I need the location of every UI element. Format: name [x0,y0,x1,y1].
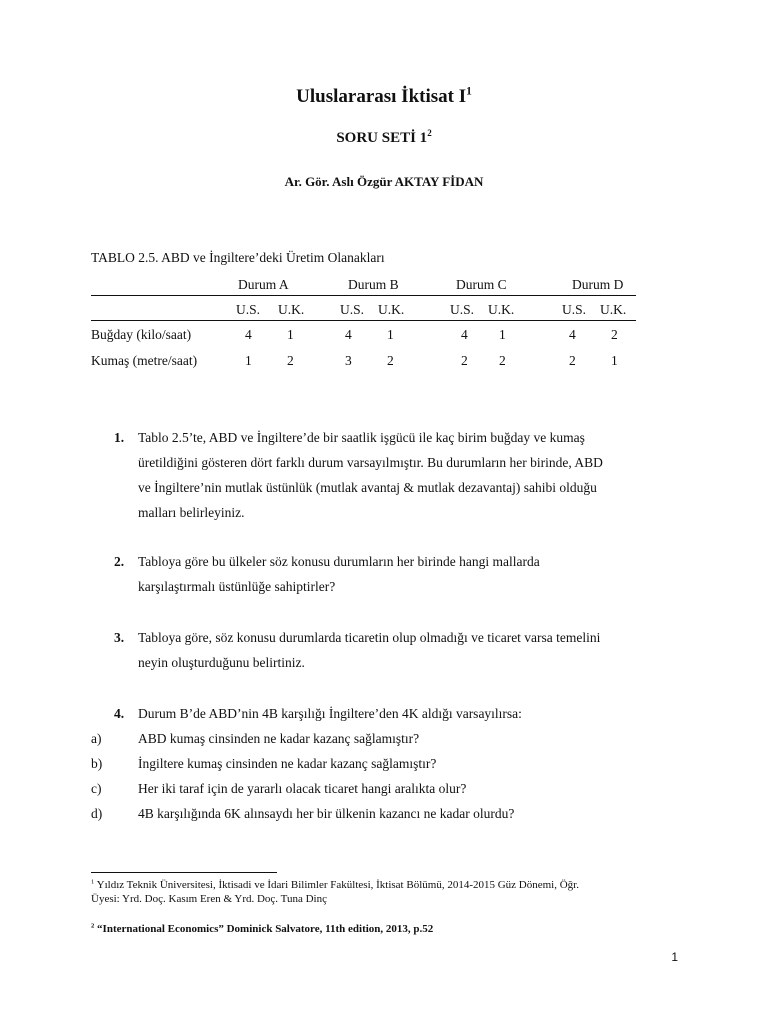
table-row-label: Buğday (kilo/saat) [91,327,192,342]
table-subheader: U.K. [378,302,405,317]
subquestion-text: 4B karşılığında 6K alınsaydı her bir ülkenin kazancı ne kadar olurdu? [138,806,515,821]
question-number: 3. [114,630,125,645]
table-cell: 1 [245,353,252,368]
table-subheader: U.S. [236,302,261,317]
table-cell: 4 [345,327,352,342]
table-cell: 4 [461,327,468,342]
question-line: Durum B’de ABD’nin 4B karşılığı İngiltere’den 4K aldığı varsayılırsa: [138,706,522,721]
table-subheader: U.S. [450,302,475,317]
question-line: Tabloya göre bu ülkeler söz konusu durumların her birinde hangi mallarda [138,554,540,569]
table-subheader: U.K. [488,302,515,317]
question-number: 1. [114,430,125,445]
table-cell: 1 [611,353,618,368]
footnote-ref-2: 2 [427,128,432,138]
table-mid-rule [91,320,636,321]
question-text [138,425,678,525]
table-cell: 1 [499,327,506,342]
table-cell: 2 [499,353,506,368]
subquestion-text: İngiltere kumaş cinsinden ne kadar kazanç sağlamıştır? [138,756,437,771]
subquestion-letter: a) [91,731,102,746]
table-cell: 2 [287,353,294,368]
footnote-separator [91,872,277,873]
table-row-label: Kumaş (metre/saat) [91,353,198,368]
footnote-2: $^2$ “International Economics” Dominick Salvatore, 11th edition, 2013, p.52 [91,922,434,935]
subquestion-letter: b) [91,756,103,771]
footnote-1-mark: 1 [91,878,95,886]
question-line: neyin oluşturduğunu belirtiniz. [138,655,305,670]
table-cell: 2 [569,353,576,368]
question-line: karşılaştırmalı üstünlüğe sahiptirler? [138,579,336,594]
document-subtitle: SORU SETİ $1^2$ [336,128,432,146]
table-subheader: U.K. [278,302,305,317]
question-line: Tablo 2.5’te, ABD ve İngiltere’de bir saatlik işgücü ile kaç birim buğday ve kumaş [138,430,585,445]
page-number: 1 [671,950,678,964]
question-line: malları belirleyiniz. [138,505,245,520]
question-line: ve İngiltere’nin mutlak üstünlük (mutlak avantaj & mutlak dezavantaj) sahibi olduğu [138,480,597,495]
table-top-rule [91,295,636,296]
footnote-2-mark: 2 [91,922,95,930]
table-cell: 1 [287,327,294,342]
question-text [138,625,678,675]
table-group-header: Durum D [572,277,624,292]
table-cell: 2 [387,353,394,368]
footnote-1-line: Üyesi: Yrd. Doç. Kasım Eren & Yrd. Doç. Tuna Dinç [91,893,327,905]
subquestion-letter: d) [91,806,103,821]
question-number: 4. [114,706,125,721]
question-line: Tabloya göre, söz konusu durumlarda ticaretin olup olmadığı ve ticaret varsa temelini [138,630,601,645]
table-group-header: Durum B [348,277,399,292]
table-cell: 4 [245,327,252,342]
table-subheader: U.K. [600,302,627,317]
subquestion-letter: c) [91,781,102,796]
table-subheader: U.S. [562,302,587,317]
subquestion-text: Her iki taraf için de yararlı olacak ticaret hangi aralıkta olur? [138,781,467,796]
table-subheader: U.S. [340,302,365,317]
table-group-header: Durum C [456,277,507,292]
footnote-1 [91,878,691,906]
author-line: Ar. Gör. Aslı Özgür AKTAY FİDAN [284,174,484,189]
table-cell: 4 [569,327,576,342]
subquestion-text: ABD kumaş cinsinden ne kadar kazanç sağlamıştır? [138,731,420,746]
table-cell: 2 [611,327,618,342]
table-cell: 1 [387,327,394,342]
table-caption: TABLO 2.5. ABD ve İngiltere’deki Üretim Olanakları [91,250,385,265]
document-title: Uluslararası İktisat $I^1$ [296,85,472,107]
question-number: 2. [114,554,125,569]
table-group-header: Durum A [238,277,289,292]
table-cell: 3 [345,353,352,368]
question-line: üretildiğini gösteren dört farklı durum varsayılmıştır. Bu durumların her birinde, ABD [138,455,603,470]
footnote-ref-1: 1 [466,85,472,98]
footnote-1-line: $^1$ Yıldız Teknik Üniversitesi, İktisadi ve İdari Bilimler Fakültesi, İktisat Bölümü, 2014-2015 Güz Dönemi, Öğr. [91,878,579,891]
question-text [138,549,678,599]
question-text [138,701,678,726]
table-cell: 2 [461,353,468,368]
